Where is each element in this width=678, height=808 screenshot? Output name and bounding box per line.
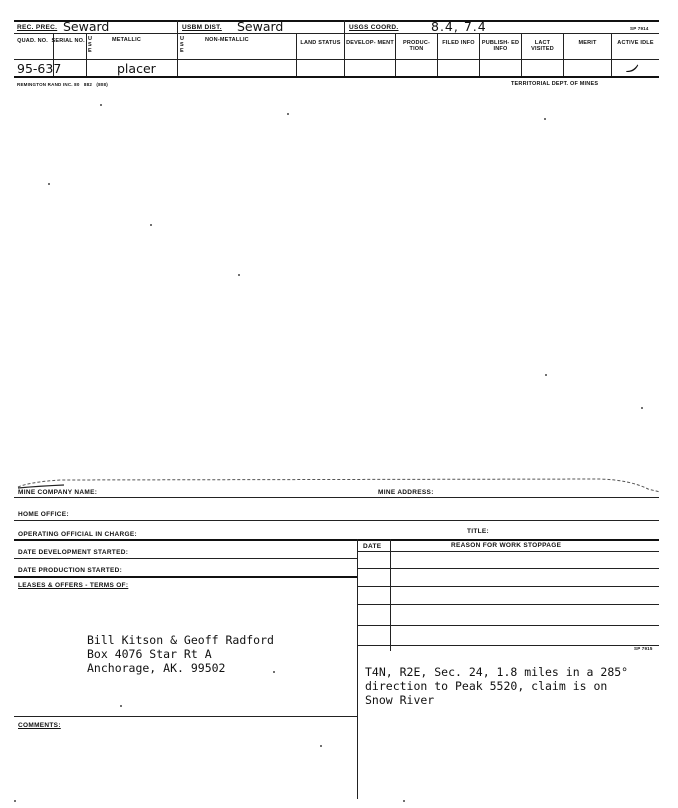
header-divider-2 — [344, 20, 345, 76]
home-office-label: HOME OFFICE: — [18, 511, 69, 518]
card-edge-wave — [0, 474, 678, 496]
scan-speck — [48, 183, 50, 185]
lower-main-divider — [357, 539, 358, 799]
stoppage-row-3 — [357, 586, 659, 587]
date-col-label: DATE — [363, 543, 382, 550]
scan-speck — [545, 374, 547, 376]
stoppage-row-5 — [357, 625, 659, 626]
rule-company — [14, 497, 659, 498]
col-divider-pub — [479, 33, 480, 76]
active-idle-mark: ) — [623, 61, 643, 77]
location-line-3: Snow River — [365, 693, 435, 707]
col-development: DEVELOP- MENT — [346, 40, 394, 46]
col-use-metallic: U S E — [88, 36, 93, 54]
col-land-status: LAND STATUS — [300, 40, 341, 46]
stoppage-row-6 — [357, 645, 659, 646]
scan-speck — [287, 113, 289, 115]
col-non-metallic: NON-METALLIC — [205, 37, 249, 43]
col-divider-land — [296, 33, 297, 76]
owners-line-2: Box 4076 Star Rt A — [87, 647, 212, 661]
quad-serial-value: 95-637 — [17, 61, 62, 76]
scan-speck — [641, 407, 643, 409]
stoppage-row-2 — [357, 568, 659, 569]
usbm-dist-value: Seward — [237, 19, 284, 34]
usgs-coord-label: USGS COORD. — [349, 24, 399, 31]
form-code-bottom: SP 7915 — [634, 646, 653, 651]
rule-comments — [14, 716, 357, 717]
col-divider-active — [611, 33, 612, 76]
scan-speck — [544, 118, 546, 120]
dept-note: TERRITORIAL DEPT. OF MINES — [511, 81, 599, 87]
scan-speck — [403, 800, 405, 802]
col-quad-no: QUAD. NO. — [17, 38, 48, 44]
comments-label: COMMENTS: — [18, 722, 61, 729]
usbm-dist-label: USBM DIST. — [182, 24, 222, 31]
col-metallic: METALLIC — [112, 37, 141, 43]
mine-address-label: MINE ADDRESS: — [378, 489, 434, 496]
rule-prod-started — [14, 576, 357, 578]
mine-company-name-label: MINE COMPANY NAME: — [18, 489, 98, 496]
location-line-1: T4N, R2E, Sec. 24, 1.8 miles in a 285° — [365, 665, 629, 679]
col-last-visited: LACT VISITED — [531, 40, 554, 52]
metallic-value: placer — [117, 61, 156, 76]
scan-speck — [100, 104, 102, 106]
usgs-coord-value: 8.4, 7.4 — [431, 19, 487, 34]
rule-official — [14, 539, 659, 541]
stoppage-row-1 — [357, 551, 659, 552]
header-divider-1 — [177, 20, 178, 76]
title-label: TITLE: — [467, 528, 490, 535]
owners-line-3: Anchorage, AK. 99502 — [87, 661, 226, 675]
printer-note: REMINGTON RAND INC. 80 882 (808) — [17, 82, 108, 87]
scan-speck — [150, 224, 152, 226]
col-divider-filed — [437, 33, 438, 76]
scan-speck — [320, 745, 322, 747]
scan-speck — [120, 705, 122, 707]
date-production-started-label: DATE PRODUCTION STARTED: — [18, 567, 123, 574]
rec-prec-label: REC. PREC. — [17, 24, 58, 31]
header-bottom-rule — [14, 76, 659, 78]
leases-offers-label: LEASES & OFFERS - TERMS OF: — [18, 582, 129, 589]
scan-speck — [14, 800, 16, 802]
rule-home-office — [14, 520, 659, 521]
scan-speck — [238, 274, 240, 276]
col-production: PRODUC- TION — [402, 40, 431, 52]
operating-official-label: OPERATING OFFICIAL IN CHARGE: — [18, 531, 137, 538]
form-code-top: SP 7914 — [630, 26, 649, 31]
col-divider-prod — [395, 33, 396, 76]
col-merit: MERIT — [578, 40, 597, 46]
col-active-idle: ACTIVE IDLE — [617, 40, 654, 46]
location-line-2: direction to Peak 5520, claim is on — [365, 679, 608, 693]
col-use-nonmetallic: U S E — [180, 36, 185, 54]
stoppage-row-4 — [357, 604, 659, 605]
scan-speck — [273, 671, 275, 673]
rule-dev-started — [14, 558, 357, 559]
col-serial-no: SERIAL NO. — [51, 38, 85, 44]
col-divider-visited — [521, 33, 522, 76]
col-filed-info: FILED INFO — [442, 40, 475, 46]
header-top-rule — [14, 20, 659, 22]
col-divider-merit — [563, 33, 564, 76]
col-quad-serial — [15, 38, 87, 44]
reason-col-label: REASON FOR WORK STOPPAGE — [451, 542, 562, 549]
rec-prec-value: Seward — [63, 19, 110, 34]
date-col-divider — [390, 539, 391, 651]
col-published-info: PUBLISH- ED INFO — [481, 40, 520, 52]
owners-line-1: Bill Kitson & Geoff Radford — [87, 633, 274, 647]
date-development-started-label: DATE DEVELOPMENT STARTED: — [18, 549, 129, 556]
